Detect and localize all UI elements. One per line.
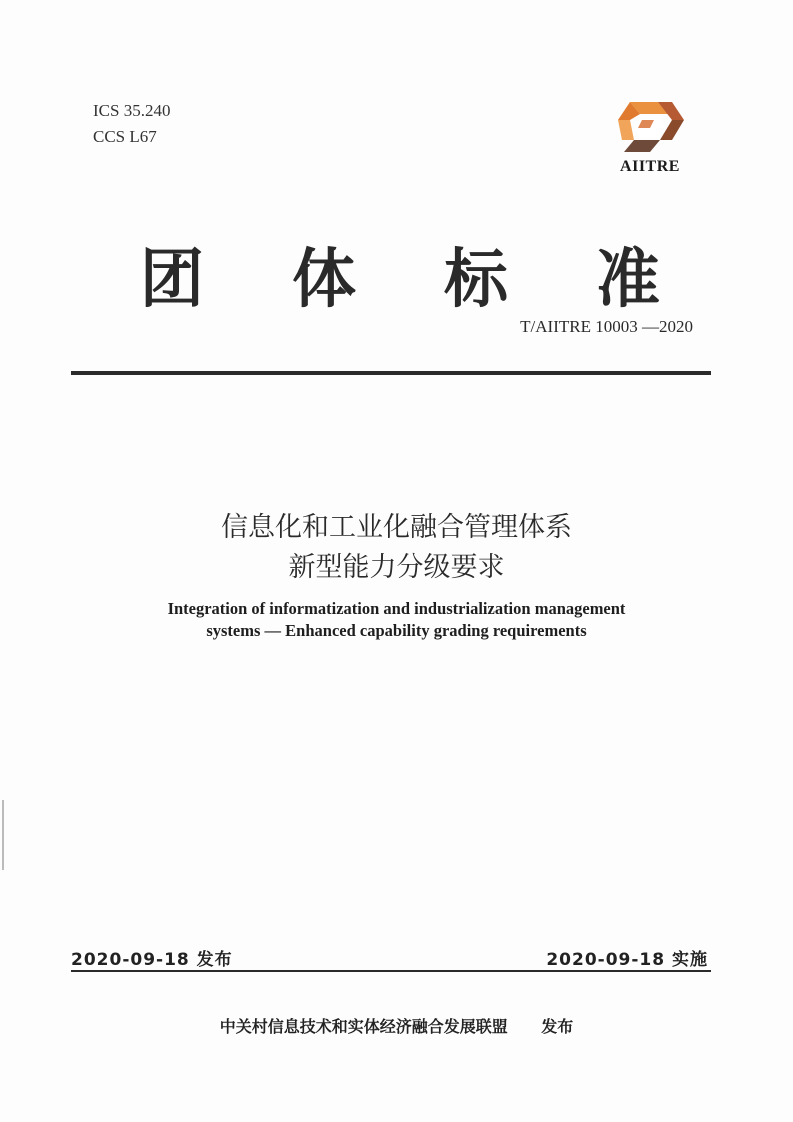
chinese-title: [0, 508, 793, 588]
logo-block-left: [618, 120, 634, 140]
classification-codes: [93, 98, 170, 150]
document-type-heading: [140, 228, 660, 320]
ics-code: ICS 35.240: [93, 101, 171, 120]
doc-type-char: 体: [292, 243, 356, 317]
footer-divider: [71, 970, 711, 972]
scan-edge-mark: [2, 800, 4, 870]
logo-block-bottom: [624, 140, 660, 152]
doc-type-char: 标: [444, 243, 508, 317]
publish-date: 2020-09-18 发布: [71, 950, 233, 970]
aiitre-logo: [610, 96, 690, 186]
chinese-title-line-2: 新型能力分级要求: [288, 552, 505, 583]
aiitre-logo-mark: [610, 96, 690, 158]
english-title-line-1: Integration of informatization and industrialization management: [167, 599, 626, 618]
publisher-action: 发布: [541, 1017, 574, 1036]
ccs-code: CCS L67: [93, 127, 157, 146]
implementation-date: 2020-09-18 实施: [546, 950, 708, 970]
publisher-line: [0, 1014, 793, 1037]
publisher-name: 中关村信息技术和实体经济融合发展联盟: [219, 1017, 508, 1036]
chinese-title-line-1: 信息化和工业化融合管理体系: [221, 512, 572, 543]
english-title-line-2: systems — Enhanced capability grading requirements: [206, 621, 587, 640]
english-title: [0, 598, 793, 642]
header-divider: [71, 371, 711, 375]
date-row: [71, 945, 708, 970]
doc-type-char: 团: [140, 243, 204, 317]
doc-type-char: 准: [596, 243, 660, 317]
logo-text: AIITRE: [620, 158, 680, 175]
standard-number: T/AIITRE 10003 —2020: [520, 317, 693, 336]
